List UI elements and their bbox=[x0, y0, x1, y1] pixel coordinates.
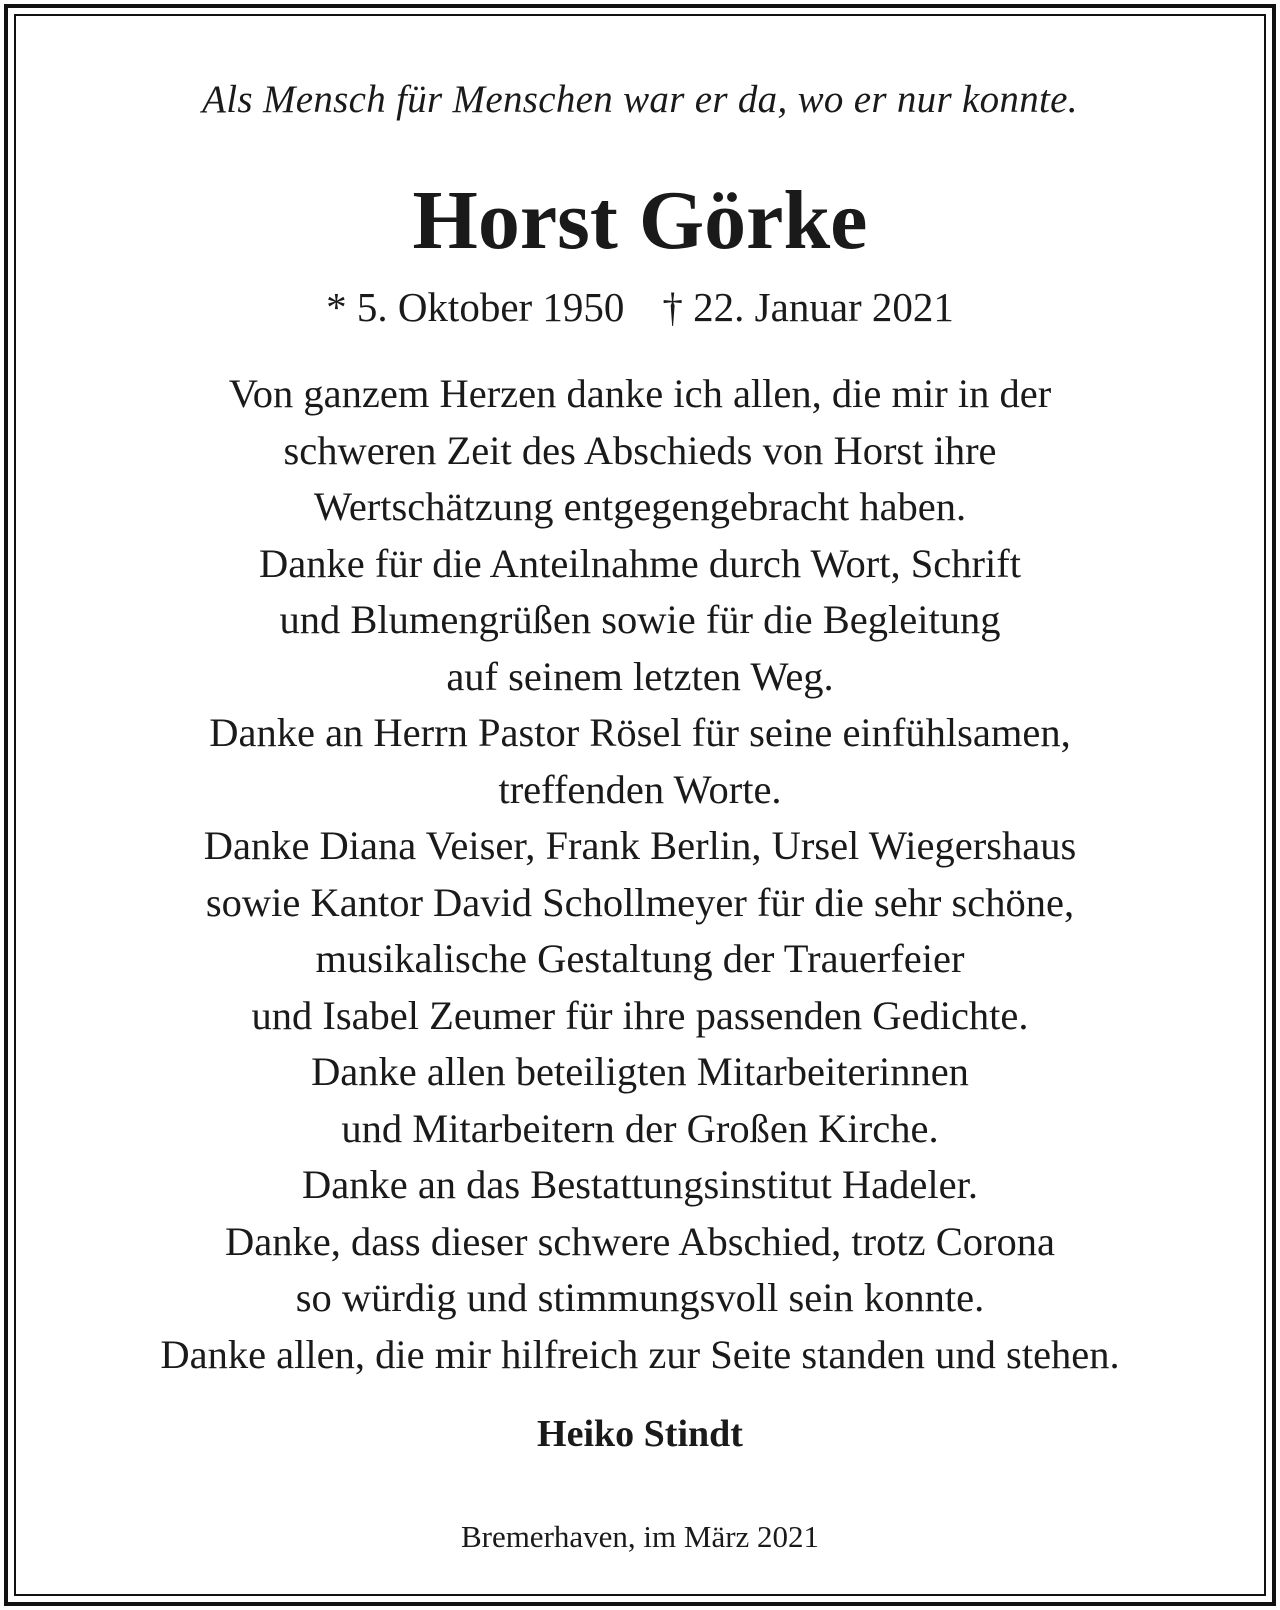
deceased-name: Horst Görke bbox=[412, 174, 868, 267]
death-date: † 22. Januar 2021 bbox=[662, 284, 954, 330]
text-line: und Isabel Zeumer für ihre passenden Gedichte. bbox=[251, 992, 1029, 1038]
text-line: und Blumengrüßen sowie für die Begleitung bbox=[279, 597, 1001, 642]
life-dates bbox=[20, 282, 1260, 332]
text-line: und Mitarbeitern der Großen Kirche. bbox=[341, 1105, 939, 1151]
text-line: Danke allen, die mir hilfreich zur Seite standen und stehen. bbox=[160, 1331, 1120, 1377]
text-line: so würdig und stimmungsvoll sein konnte. bbox=[295, 1275, 985, 1320]
text-line: Danke an das Bestattungsinstitut Hadeler. bbox=[302, 1162, 978, 1207]
text-line: Danke allen beteiligten Mitarbeiterinnen bbox=[311, 1049, 969, 1094]
birth-date: * 5. Oktober 1950 bbox=[326, 284, 625, 330]
text-line: Danke, dass dieser schwere Abschied, trotz Corona bbox=[225, 1218, 1055, 1264]
text-line: Von ganzem Herzen danke ich allen, die mir in der bbox=[228, 371, 1052, 416]
text-line: Danke an Herrn Pastor Rösel für seine einfühlsamen, bbox=[209, 710, 1071, 755]
place-date: Bremerhaven, im März 2021 bbox=[460, 1519, 820, 1554]
motto: Als Mensch für Menschen war er da, wo er nur konnte. bbox=[202, 78, 1078, 121]
text-line: Danke für die Anteilnahme durch Wort, Schrift bbox=[259, 540, 1021, 586]
text-line: sowie Kantor David Schollmeyer für die sehr schöne, bbox=[205, 879, 1075, 925]
signature: Heiko Stindt bbox=[537, 1413, 743, 1455]
thank-you-text bbox=[20, 366, 1260, 1383]
text-line: musikalische Gestaltung der Trauerfeier bbox=[315, 936, 965, 981]
text-line: auf seinem letzten Weg. bbox=[446, 653, 834, 699]
text-line: schweren Zeit des Abschieds von Horst ihre bbox=[283, 427, 997, 473]
text-line: Wertschätzung entgegengebracht haben. bbox=[313, 484, 967, 529]
text-line: treffenden Worte. bbox=[498, 766, 782, 812]
text-line: Danke Diana Veiser, Frank Berlin, Ursel Wiegershaus bbox=[203, 823, 1077, 868]
